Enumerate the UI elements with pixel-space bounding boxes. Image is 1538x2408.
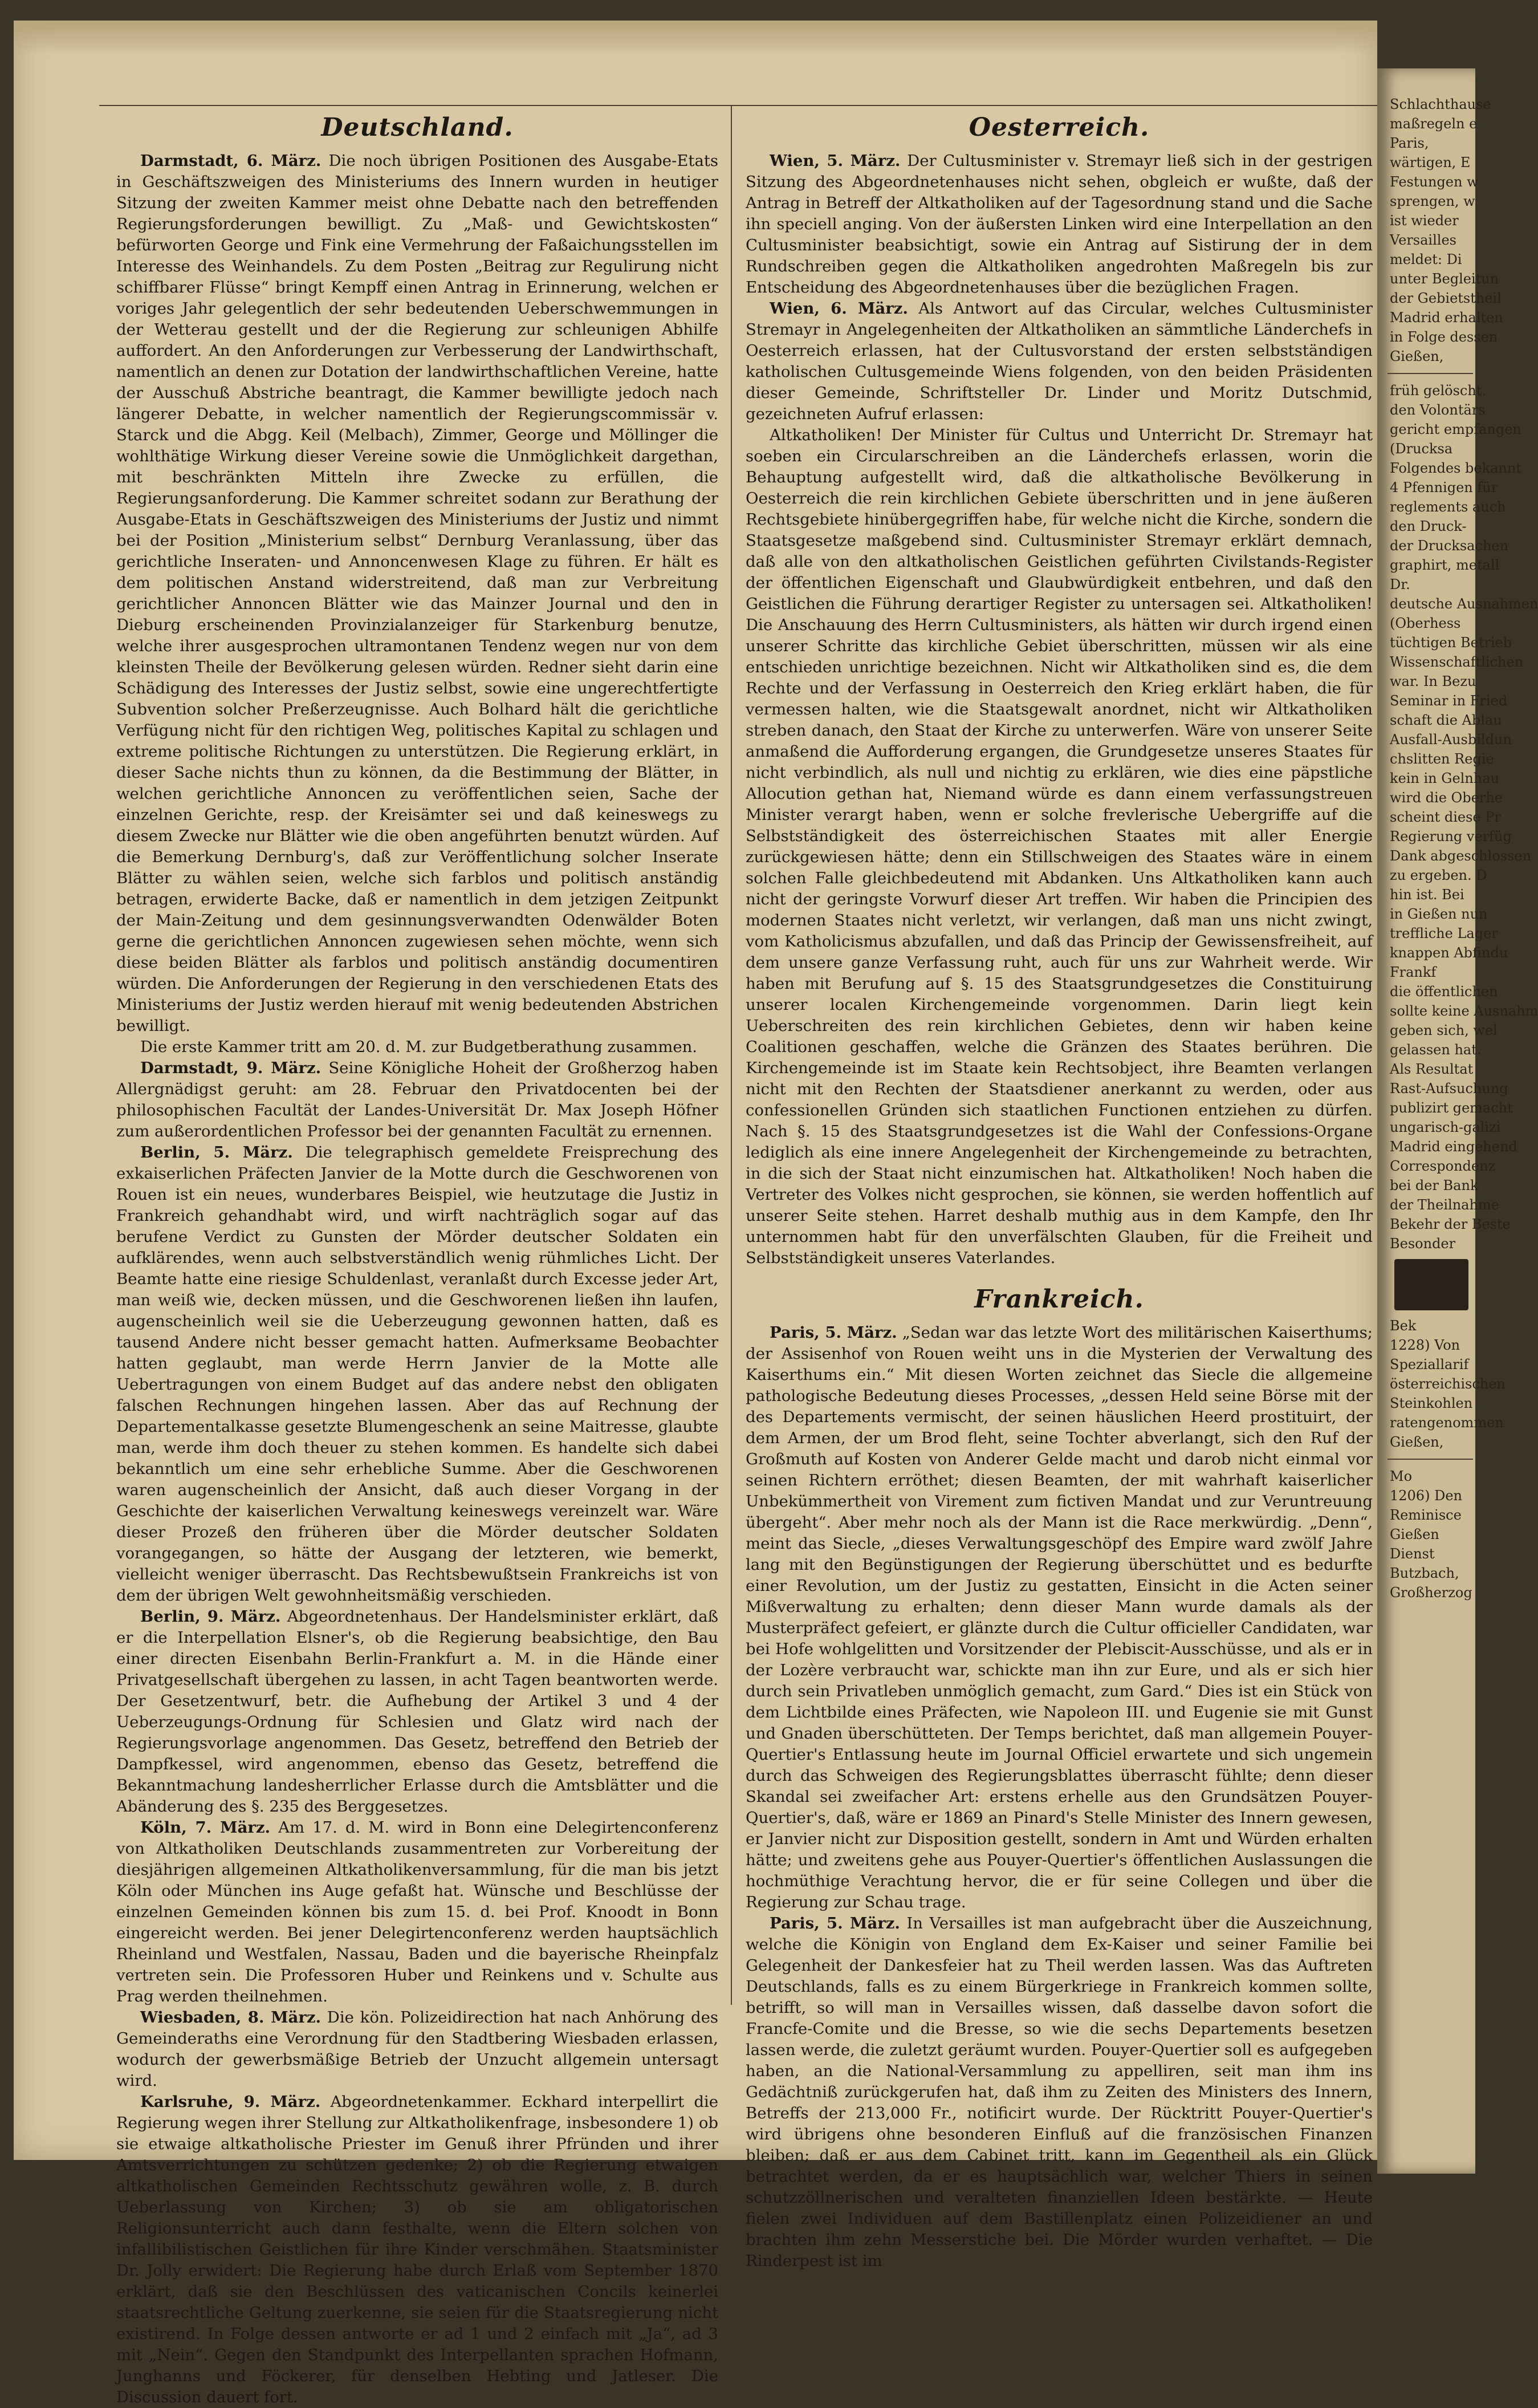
adjacent-page-strip (1377, 68, 1538, 2174)
adjacent-page-line: Großherzog (1390, 1585, 1472, 1601)
adjacent-page-line: den Volontärs (1390, 402, 1486, 418)
article-paragraph (116, 1037, 718, 1058)
column-divider (731, 106, 732, 2005)
adjacent-page-line: reglements auch (1390, 499, 1506, 515)
article-dateline: Darmstadt, 6. März. (140, 152, 322, 170)
article-dateline: Wien, 6. März. (770, 299, 908, 318)
adjacent-page-line: graphirt, metall (1390, 557, 1500, 573)
adjacent-page-line: war. In Bezu (1390, 673, 1476, 689)
adjacent-page-line: Festungen w (1390, 174, 1479, 190)
adjacent-page-line: (Drucksa (1390, 441, 1453, 457)
article-dateline: Berlin, 9. März. (140, 1607, 281, 1626)
section-heading-deutschland: Deutschland. (321, 113, 514, 142)
adjacent-page-line: Mo (1390, 1468, 1413, 1484)
article-text: Abgeordnetenhaus. Der Handelsminister erklärt, daß er die Interpellation Elsner's, ob die Regierung beabsichtige, den Bau einer directen Eisenbahn Berlin-Frankfurt a. M. in die Hände einer Privatgesellschaft übergehen zu lassen, in acht Tagen beantworten werde. Der Gesetzentwurf, betr. die Aufhebung der Artikel 3 und 4 der Ueberzeugungs-Ordnung für Schlesien und Glatz wird nach der Regierungsvorlage angenommen. Das Gesetz, betreffend den Betrieb der Dampfkessel, wird angenommen, ebenso das Gesetz, betreffend die Bekanntmachung landesherrlicher Erlasse durch die Amtsblätter und die Abänderung des §. 235 des Berggesetzes. (116, 1607, 719, 1816)
adjacent-page-line: Folgendes bekannt (1390, 460, 1521, 476)
adjacent-page-line: Madrid erhalten (1390, 310, 1503, 326)
article-paragraph (116, 1817, 718, 2007)
adjacent-page-line: 4 Pfennigen für (1390, 480, 1498, 496)
adjacent-page-line: Frankf (1390, 964, 1437, 980)
adjacent-page-line: Butzbach, (1390, 1565, 1459, 1581)
adjacent-page-line: hin ist. Bei (1390, 887, 1464, 903)
adjacent-page-line: früh gelöscht. (1390, 383, 1487, 399)
adjacent-page-line: Wissenschaftlichen (1390, 654, 1524, 670)
article-text: „Sedan war das letzte Wort des militärischen Kaiserthums; der Assisenhof von Rouen weiht uns in die Mysterien der Verwaltung des Kaiserthums ein.“ Mit diesen Worten zeichnet das Siecle die allgemeine pathologische Bedeutung dieses Processes, „dessen Held seine Börse mit der des Departements vermischt, der seinen häuslichen Heerd prostituirt, der dem Armen, der um Brod fleht, seine Tochter abverlangt, sich den Ruf der Großmuth auf Kosten von Anderer Gelde macht und darob nicht einmal vor seinen Richtern erröthet; diesen Beamten, der mit wahrhaft kaiserlicher Unbekümmertheit von Virement zum fictiven Mandat und zur Veruntreuung übergeht“. Aber mehr noch als der Mann ist die Race merkwürdig. „Denn“, meint das Siecle, „dieses Verwaltungsgeschöpf des Empire ward zwölf Jahre lang mit den Begünstigungen der Regierung überschüttet und es bedurfte einer Revolution, um der Justiz zu gestatten, Einsicht in die Acten seiner Mißverwaltung zu erhalten; denn dieser Mann wurde damals als der Musterpräfect gefeiert, er glänzte durch die Cultur officieller Candidaten, war bei Hofe wohlgelitten und Vorsitzender der Plebiscit-Ausschüsse, und als er in der Lozère verbraucht war, schickte man ihn zur Eure, und als er sich hier durch sein Privatleben unmöglich gemacht, zum Gard.“ Dies ist ein Stück von dem Lichtbilde eines Präfecten, wie Napoleon III. und Eugenie sie mit Gunst und Gnaden überschütteten. Der Temps berichtet, daß man allgemein Pouyer-Quertier's Entlassung heute im Journal Officiel erwartete und sich ungemein durch das Schweigen des Regierungsblattes überrascht fühlte; denn dieser Skandal sei zweifacher Art: erstens erhelle aus den Grundsätzen Pouyer-Quertier's, daß, wäre er 1869 an Pinard's Stelle Minister des Innern gewesen, er Janvier nicht zur Disposition gestellt, sondern in Amt und Würden erhalten hätte; und zweitens gehe aus Pouyer-Quertier's öffentlichen Auslassungen die hochmüthige Verachtung hervor, die er für seine Collegen und über die Regierung zur Schau trage. (746, 1323, 1373, 1911)
adjacent-page-line: die öffentlichen (1390, 984, 1498, 1000)
adjacent-page-line: den Druck- (1390, 518, 1467, 534)
adjacent-page-line: ist wieder (1390, 213, 1459, 229)
article-text: In Versailles ist man aufgebracht über die Auszeichnung, welche die Königin von England dem Ex-Kaiser und seiner Familie bei Gelegenheit der Dankesfeier hat zu Theil werden lassen. Was das Auftreten Deutschlands, falls es zu einem Bürgerkriege in Frankreich kommen sollte, betrifft, so will man in Versailles wissen, daß dasselbe davon sofort die Francfe-Comite und die Bresse, so wie die sechs Departements besetzen lassen werde, die zuletzt geräumt wurden. Pouyer-Quertier soll es aufgegeben haben, an die National-Versammlung zu appelliren, seit man ihm ins Gedächtniß zurückgerufen hat, daß ihm zu Zeiten des Ministers des Innern, Betreffs der 213,000 Fr., notificirt wurde. Der Rücktritt Pouyer-Quertier's wird übrigens ohne besonderen Einfluß auf die französischen Finanzen bleiben; daß er aus dem Cabinet tritt, kann im Gegentheil als ein Glück betrachtet werden, da er es hauptsächlich war, welcher Thiers in seinen schutzzöllnerischen und veralteten finanziellen Ideen bestärkte. — Heute fielen zwei Individuen auf dem Bastillenplatz einen Polizeidiener an und brachten ihm zehn Messerstiche bei. Die Mörder wurden verhaftet. — Die Rinderpest ist im (746, 1914, 1373, 2270)
adjacent-page-line: Dank abgeschlossen (1390, 848, 1532, 864)
adjacent-page-line: Gießen (1390, 1526, 1439, 1542)
article-text: Der Cultusminister v. Stremayr ließ sich in der gestrigen Sitzung des Abgeordnetenhauses nicht sehen, obgleich er wußte, daß der Antrag in Betreff der Altkatholiken auf der Tagesordnung stand und die Sache ihn speciell anging. Von der äußersten Linken wird eine Interpellation an den Cultusminister beabsichtigt, sowie ein Antrag auf Sistirung der in dem Rundschreiben gegen die Altkatholiken angedrohten Maßregeln bis zur Entscheidung des Abgeordnetenhauses über die bezüglichen Fragen. (746, 152, 1373, 297)
article-text: Am 17. d. M. wird in Bonn eine Delegirtenconferenz von Altkatholiken Deutschlands zusammentreten zur Vorbereitung der diesjährigen allgemeinen Altkatholikenversammlung, für die man bis jetzt Köln oder München ins Auge gefaßt hat. Wünsche und Beschlüsse der einzelnen Gemeinden können bis zum 15. d. bei Prof. Knoodt in Bonn eingereicht werden. Bei jener Delegirtenconferenz werden hauptsächlich Rheinland und Westfalen, Nassau, Baden und die bayerische Rheinpfalz vertreten sein. Die Professoren Huber und Reinkens und v. Schulte aus Prag werden theilnehmen. (116, 1818, 719, 2005)
article-paragraph (116, 1142, 718, 1606)
adjacent-page-line: Bek (1390, 1318, 1417, 1334)
adjacent-page-line: publizirt gemacht (1390, 1100, 1513, 1116)
adjacent-page-line: Regierung verfüg (1390, 829, 1512, 844)
adjacent-page-line: Schlachthause (1390, 96, 1491, 112)
adjacent-page-line: Steinkohlen (1390, 1395, 1473, 1411)
adjacent-page-line: Besonder (1390, 1236, 1456, 1252)
adjacent-page-line: der Theilnahme (1390, 1197, 1499, 1213)
adjacent-page-line: sollte keine Ausnahm (1390, 1003, 1538, 1019)
locomotive-illustration (1394, 1259, 1468, 1310)
adjacent-page-line: Madrid eingehend (1390, 1139, 1517, 1155)
article-text: Die erste Kammer tritt am 20. d. M. zur Budgetberathung zusammen. (140, 1038, 698, 1056)
adjacent-page-line: Gießen, (1390, 1434, 1444, 1450)
adjacent-page-line: Seminar in Fried (1390, 693, 1508, 709)
article-paragraph (116, 1058, 718, 1142)
adjacent-page-line: ungarisch-galizi (1390, 1119, 1501, 1135)
article-dateline: Berlin, 5. März. (140, 1143, 293, 1162)
article-dateline: Wien, 5. März. (770, 152, 901, 170)
strip-rule (1388, 1459, 1473, 1460)
adjacent-page-line: Speziallarif (1390, 1357, 1469, 1372)
adjacent-page-line: ratengenommen (1390, 1415, 1504, 1431)
adjacent-page-line: Dr. (1390, 576, 1410, 592)
adjacent-page-line: deutsche Ausnahmen (1390, 596, 1538, 612)
adjacent-page-line: Reminisce (1390, 1507, 1462, 1523)
article-text: Altkatholiken! Der Minister für Cultus und Unterricht Dr. Stremayr hat soeben ein Circularschreiben an die Länderchefs erlassen, worin die Behauptung aufgestellt wird, daß die altkatholische Bevölkerung in Oesterreich die rein kirchlichen Gebiete überschritten und in jene äußeren Rechtsgebiete hinübergegriffen habe, für welche nicht die Kirche, sondern die Staatsgesetze maßgebend sind. Cultusminister Stremayr erklärt demnach, daß alle von den altkatholischen Geistlichen geführten Civilstands-Register der öffentlichen Eigenschaft und Glaubwürdigkeit entbehren, und daß den Geistlichen die Führung derartiger Register zu untersagen sei. Altkatholiken! Die Anschauung des Herrn Cultusministers, als hätten wir durch irgend einen unserer Schritte das kirchliche Gebiet überschritten, müssen wir als eine entschieden unrichtige bezeichnen. Nicht wir Altkatholiken sind es, die dem Rechte und der Verfassung in Oesterreich den Krieg erklärt haben, die für vermessen halten, wie die Staatsgewalt anordnet, nicht wir Altkatholiken streben danach, den Staat der Kirche zu unterwerfen. Wäre von unserer Seite anmaßend die Aufforderung ergangen, die Grundgesetze unseres Staates für nicht verbindlich, als null und nichtig zu erklären, wie dies eine päpstliche Allocution gethan hat, Niemand würde es dann einem verfassungstreuen Minister verargt haben, wenn er solche frevlerische Uebergriffe auf die Selbstständigkeit des österreichischen Staates mit aller Energie zurückgewiesen hätte; denn ein Stillschweigen des Staates wäre in einem solchen Falle gleichbedeutend mit Abdanken. Uns Altkatholiken kann auch nicht der geringste Vorwurf dieser Art treffen. Wir haben die Principien des modernen Staates nicht verletzt, wir verlangen, daß man uns nicht zwingt, vom Katholicismus abzufallen, und daß das Princip der Gewissensfreiheit, auf dem unsere ganze Verfassung ruht, auch für uns zur Wahrheit werde. Wir haben mit Berufung auf §. 15 des Staatsgrundgesetzes die Constituirung unserer localen Kirchengemeinde vorgenommen. Darin liegt kein Ueberschreiten des rein kirchlichen Gebietes, denn wir haben keine Coalitionen geschaffen, welche die Gränzen des Staates berühren. Die Kirchengemeinde ist im Staate kein Rechtsobject, ihre Beamten verlangen nicht mit den Rechten der Staatsdiener anerkannt zu werden, oder aus confessionellen Gründen sich staatlichen Functionen entziehen zu dürfen. Nach §. 15 des Staatsgrundgesetzes ist die Wahl der Confessions-Organe lediglich als eine innere Angelegenheit der Kirchengemeinde zu betrachten, in die sich der Staat nicht einzumischen hat. Altkatholiken! Noch haben die Vertreter des Volkes nicht gesprochen, sie können, sie werden hoffentlich auf unserer Seite stehen. Harret deshalb muthig aus in dem Kampfe, den Ihr unternommen habt für den unverfälschten Glauben, für die Freiheit und Selbstständigkeit unseres Vaterlandes. (746, 426, 1373, 1267)
oesterreich-articles (746, 151, 1373, 1269)
adjacent-page-line: geben sich, wel (1390, 1022, 1498, 1038)
article-paragraph (746, 1322, 1373, 1913)
adjacent-page-line: wärtigen, E (1390, 155, 1471, 170)
adjacent-page-line: scheint diese Pr (1390, 809, 1501, 825)
article-paragraph (116, 2092, 718, 2408)
article-paragraph (116, 151, 718, 1037)
article-text: Die noch übrigen Positionen des Ausgabe-Etats in Geschäftszweigen des Ministeriums des Innern wurden in heutiger Sitzung der zweiten Kammer meist ohne Debatte nach den betreffenden Regierungsforderungen bewilligt. Zu „Maß- und Gewichtskosten“ befürworten George und Fink eine Vermehrung der Faßaichungsstellen im Interesse des Weinhandels. Zu dem Posten „Beitrag zur Regulirung nicht schiffbarer Flüsse“ bringt Kempff einen Antrag in Erinnerung, welchen er voriges Jahr gelegentlich der sehr bedeutenden Ueberschwemmungen in der Wetterau gestellt und der die Regierung zur schleunigen Abhilfe auffordert. An den Anforderungen zur Verbesserung der Landwirthschaft, namentlich an denen zur Dotation der landwirthschaftlichen Vereine, hatte der Ausschuß Abstriche beantragt, die Kammer bewilligte jedoch nach längerer Debatte, in welcher namentlich der Regierungscommissär v. Starck und die Abgg. Keil (Melbach), Zimmer, George und Möllinger die wohlthätige Wirkung dieser Vereine sowie die Unmöglichkeit dargethan, mit beschränkten Mitteln ihre Zwecke zu erfüllen, die Regierungsanforderung. Die Kammer schreitet sodann zur Berathung der Ausgabe-Etats in Geschäftszweigen des Ministeriums der Justiz und nimmt bei der Position „Ministerium selbst“ Dernburg Veranlassung, über das gerichtliche Inseraten- und Annoncenwesen Klage zu führen. Er hält es dem politischen Anstand widerstreitend, daß man zur Verbreitung gerichtlicher Annoncen Blätter wie das Mainzer Journal und den in Dieburg erscheinenden Provinzialanzeiger für Starkenburg benutze, welche ihrer ausgesprochen ultramontanen Tendenz wegen nur von dem kleinsten Theile der Bevölkerung gelesen würden. Redner sieht darin eine Schädigung des Interesses der Justiz selbst, sowie eine ungerechtfertigte Subvention solcher Preßerzeugnisse. Auch Bolhard hält die gerichtliche Verfügung nicht für den richtigen Weg, politisches Kapital zu schlagen und extreme politische Richtungen zu unterstützen. Die Regierung erklärt, in dieser Sache nichts thun zu können, da die Bestimmung der Blätter, in welchen gerichtliche Annoncen zu veröffentlichen seien, Sache der einzelnen Gerichte, resp. der Kreisämter sei und daß keineswegs zu diesem Zwecke nur Blätter wie die oben angeführten benutzt würden. Auf die Bemerkung Dernburg's, daß zur Veröffentlichung solcher Inserate Blätter zu wählen seien, welche sich farblos und politisch anständig betragen, erwiderte Backe, daß er namentlich in dem jetzigen Zeitpunkt der Main-Zeitung und dem gesinnungsverwandten Odenwälder Boten gerne die gerichtlichen Annoncen zugewiesen sehen möchte, wenn sich diese beiden Blätter als farblos und politisch anständig documentiren würden. Die Anforderungen der Regierung in den verschiedenen Etats des Ministeriums der Justiz werden hierauf mit wenig bedeutenden Abstrichen bewilligt. (116, 152, 719, 1035)
top-rule (99, 105, 1382, 106)
left-column (116, 112, 718, 2408)
adjacent-page-line: knappen Abfindu (1390, 945, 1508, 961)
adjacent-page-line: Bekehr der Beste (1390, 1216, 1511, 1232)
adjacent-page-line: zu ergeben. D (1390, 867, 1487, 883)
article-dateline: Paris, 5. März. (770, 1914, 900, 1932)
adjacent-page-line: Ausfall-Ausbildun (1390, 732, 1512, 748)
adjacent-page-line: in Gießen nun (1390, 906, 1488, 922)
adjacent-page-line: chslitten Regie (1390, 751, 1494, 767)
article-paragraph (116, 1606, 718, 1817)
adjacent-page-line: wird die Oberhe (1390, 790, 1503, 806)
adjacent-page-line: Als Resultat (1390, 1061, 1474, 1077)
left-articles (116, 151, 718, 2408)
adjacent-page-line: in Folge dessen (1390, 329, 1498, 345)
article-text: Abgeordnetenkammer. Eckhard interpellirt die Regierung wegen ihrer Stellung zur Altkatholikenfrage, insbesondere 1) ob sie etwaige altkatholische Priester im Genuß ihrer Pfründen und ihrer Amtsverrichtungen zu schützen gedenke; 2) ob die Regierung etwaigen altkatholischen Gemeinden Rechtsschutz gewähren wolle, z. B. durch Ueberlassung von Kirchen; 3) ob sie am obligatorischen Religionsunterricht auch dann festhalte, wenn die Eltern solchen von infallibilistischen Geistlichen für ihre Kinder verschmähen. Staatsminister Dr. Jolly erwidert: Die Regierung habe durch Erlaß vom September 1870 erklärt, daß sie den Beschlüssen des vaticanischen Concils keinerlei staatsrechtliche Geltung zuerkenne, sie seien für die Staatsregierung nicht existirend. In Folge dessen antworte er ad 1 und 2 einfach mit „Ja“, ad 3 mit „Nein“. Gegen den Standpunkt des Interpellanten sprachen Hofmann, Junghanns und Föckerer, für denselben Hebting und Jatleser. Die Discussion dauert fort. (116, 2093, 718, 2406)
adjacent-page-line: maßregeln e (1390, 116, 1478, 132)
adjacent-page-line: Correspondenz (1390, 1158, 1496, 1174)
article-dateline: Karlsruhe, 9. März. (140, 2093, 321, 2111)
right-column (746, 112, 1373, 2272)
newspaper-page (14, 21, 1377, 2406)
adjacent-page-line: Versailles (1390, 232, 1456, 248)
adjacent-page-line: 1228) Von (1390, 1337, 1460, 1353)
adjacent-page-line: kein in Gelnhau (1390, 770, 1499, 786)
adjacent-page-line: gericht empfangen (1390, 421, 1521, 437)
article-paragraph (746, 151, 1373, 298)
article-dateline: Köln, 7. März. (140, 1818, 271, 1837)
adjacent-page-line: bei der Bank (1390, 1177, 1479, 1193)
article-dateline: Paris, 5. März. (770, 1323, 897, 1342)
article-text: Die kön. Polizeidirection hat nach Anhörung des Gemeinderaths eine Verordnung für den Stadtbering Wiesbaden erlassen, wodurch der gewerbsmäßige Betrieb der Unzucht allgemein untersagt wird. (116, 2008, 718, 2090)
article-paragraph (746, 1913, 1373, 2272)
adjacent-page-line: Rast-Aufsuchung (1390, 1081, 1508, 1097)
adjacent-page-line: meldet: Di (1390, 251, 1462, 267)
adjacent-page-line: der Gebietstheil (1390, 290, 1502, 306)
adjacent-page-text (1377, 68, 1538, 1602)
adjacent-page-line: Dienst (1390, 1546, 1435, 1562)
frankreich-articles (746, 1322, 1373, 2272)
article-text: Als Antwort auf das Circular, welches Cultusminister Stremayr in Angelegenheiten der Altkatholiken an sämmtliche Länderchefs in Oesterreich erlassen, hat der Cultusvorstand der ersten selbstständigen katholischen Cultusgemeinde Wiens folgenden, von den beiden Präsidenten dieser Gemeinde, Schriftsteller Dr. Linder und Moritz Dutschmid, gezeichneten Aufruf erlassen: (746, 299, 1373, 423)
adjacent-page-line: treffliche Lager (1390, 925, 1498, 941)
article-paragraph (746, 425, 1373, 1269)
section-heading-oesterreich: Oesterreich. (969, 113, 1150, 142)
article-paragraph (746, 298, 1373, 425)
article-paragraph (116, 2007, 718, 2092)
article-text: Die telegraphisch gemeldete Freisprechung des exkaiserlichen Präfecten Janvier de la Motte durch die Geschworenen von Rouen ist ein neues, wunderbares Beispiel, wie heutzutage die Justiz in Frankreich gehandhabt wird, und wirft nachträglich sogar auf das berufene Verdict zu Gunsten der Mörder deutscher Soldaten ein aufklärendes, wenn auch selbstverständlich wenig rühmliches Licht. Der Beamte hatte eine riesige Schuldenlast, veranlaßt durch Excesse jeder Art, man weiß wie, decken müssen, und die Geschworenen ließen ihn laufen, augenscheinlich weil sie die Ueberzeugung gewonnen hatten, daß es tausend Andere nicht besser gemacht hatten. Aufmerksame Beobachter hatten geglaubt, man werde Herrn Janvier de la Motte alle Uebertragungen von einem Budget auf das andere nebst den obligaten falschen Rechnungen hingehen lassen. Aber das auf Rechnung der Departementalkasse gesetzte Blumengeschenk an seine Maitresse, glaubte man, werde ihm doch theuer zu stehen kommen. Es handelte sich dabei bekanntlich um eine sehr erhebliche Summe. Aber die Geschworenen waren augenscheinlich der Ansicht, daß auch dieser Vorgang in der Geschichte der kaiserlichen Verwaltung keineswegs vereinzelt war. Wäre dieser Prozeß den früheren über die Mörder deutscher Soldaten vorangegangen, so hätte der Ausgang der letzteren, wie bemerkt, vielleicht weniger überrascht. Das Rechtsbewußtsein Frankreichs ist von dem der übrigen Welt gewohnheitsmäßig verschieden. (116, 1143, 719, 1605)
adjacent-page-line: tüchtigen Betrieb (1390, 635, 1512, 651)
article-text: Seine Königliche Hoheit der Großherzog haben Allergnädigst geruht: am 28. Februar den Privatdocenten bei der philosophischen Facultät der Landes-Universität Dr. Max Joseph Höfner zum außerordentlichen Professor bei der genannten Facultät zu ernennen. (116, 1059, 719, 1140)
adjacent-page-line: schaft die Ablau (1390, 712, 1502, 728)
adjacent-page-line: 1206) Den (1390, 1488, 1462, 1504)
adjacent-page-line: Gießen, (1390, 348, 1444, 364)
article-dateline: Wiesbaden, 8. März. (140, 2008, 322, 2027)
adjacent-page-line: Paris, (1390, 135, 1429, 151)
adjacent-page-line: österreichischen (1390, 1376, 1506, 1392)
adjacent-page-line: der Drucksachen (1390, 538, 1509, 554)
adjacent-page-line: unter Begleitun (1390, 271, 1499, 287)
adjacent-page-line: gelassen hat. (1390, 1042, 1482, 1058)
section-heading-frankreich: Frankreich. (974, 1285, 1144, 1314)
adjacent-page-line: (Oberhess (1390, 615, 1461, 631)
article-dateline: Darmstadt, 9. März. (140, 1059, 322, 1077)
strip-rule (1388, 373, 1473, 374)
adjacent-page-line: sprengen, w (1390, 193, 1475, 209)
